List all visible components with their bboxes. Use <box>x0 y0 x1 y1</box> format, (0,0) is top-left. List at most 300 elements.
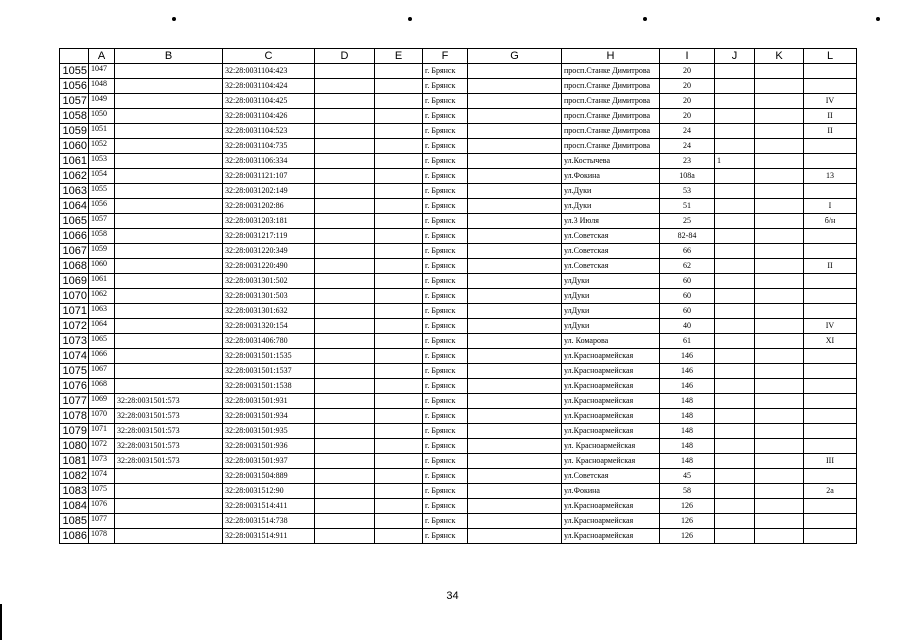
cell-i[interactable]: 58 <box>660 484 715 499</box>
cell-e[interactable] <box>375 529 423 544</box>
cell-f[interactable]: г. Брянск <box>423 259 468 274</box>
row-number[interactable]: 1076 <box>60 379 89 394</box>
cell-l[interactable] <box>804 64 857 79</box>
cell-j[interactable]: 1 <box>715 154 755 169</box>
cell-a[interactable]: 1055 <box>89 184 115 199</box>
cell-l[interactable] <box>804 499 857 514</box>
cell-d[interactable] <box>315 439 375 454</box>
column-header[interactable]: C <box>223 49 315 64</box>
cell-i[interactable]: 82-84 <box>660 229 715 244</box>
row-number[interactable]: 1082 <box>60 469 89 484</box>
cell-c[interactable]: 32:28:0031501:935 <box>223 424 315 439</box>
cell-j[interactable] <box>715 64 755 79</box>
cell-h[interactable]: просп.Станке Димитрова <box>562 109 660 124</box>
cell-b[interactable] <box>115 364 223 379</box>
cell-j[interactable] <box>715 169 755 184</box>
cell-l[interactable] <box>804 229 857 244</box>
cell-a[interactable]: 1068 <box>89 379 115 394</box>
cell-d[interactable] <box>315 184 375 199</box>
cell-j[interactable] <box>715 394 755 409</box>
column-header[interactable]: J <box>715 49 755 64</box>
cell-l[interactable] <box>804 469 857 484</box>
cell-h[interactable]: просп.Станке Димитрова <box>562 94 660 109</box>
cell-c[interactable]: 32:28:0031501:1535 <box>223 349 315 364</box>
row-number[interactable]: 1077 <box>60 394 89 409</box>
cell-k[interactable] <box>755 529 804 544</box>
cell-a[interactable]: 1063 <box>89 304 115 319</box>
cell-f[interactable]: г. Брянск <box>423 484 468 499</box>
cell-e[interactable] <box>375 439 423 454</box>
cell-f[interactable]: г. Брянск <box>423 94 468 109</box>
cell-h[interactable]: ул.Советская <box>562 469 660 484</box>
cell-j[interactable] <box>715 94 755 109</box>
cell-h[interactable]: ул.3 Июля <box>562 214 660 229</box>
cell-i[interactable]: 148 <box>660 424 715 439</box>
cell-j[interactable] <box>715 514 755 529</box>
cell-a[interactable]: 1073 <box>89 454 115 469</box>
cell-k[interactable] <box>755 289 804 304</box>
cell-h[interactable]: улДуки <box>562 319 660 334</box>
cell-h[interactable]: ул.Дуки <box>562 199 660 214</box>
cell-a[interactable]: 1061 <box>89 274 115 289</box>
cell-a[interactable]: 1071 <box>89 424 115 439</box>
cell-j[interactable] <box>715 244 755 259</box>
cell-k[interactable] <box>755 499 804 514</box>
cell-f[interactable]: г. Брянск <box>423 199 468 214</box>
cell-e[interactable] <box>375 154 423 169</box>
cell-e[interactable] <box>375 184 423 199</box>
cell-a[interactable]: 1052 <box>89 139 115 154</box>
cell-k[interactable] <box>755 304 804 319</box>
cell-e[interactable] <box>375 64 423 79</box>
cell-j[interactable] <box>715 364 755 379</box>
column-header[interactable]: D <box>315 49 375 64</box>
cell-h[interactable]: ул. Комарова <box>562 334 660 349</box>
cell-k[interactable] <box>755 334 804 349</box>
cell-i[interactable]: 25 <box>660 214 715 229</box>
cell-g[interactable] <box>468 349 562 364</box>
cell-f[interactable]: г. Брянск <box>423 349 468 364</box>
cell-d[interactable] <box>315 79 375 94</box>
cell-d[interactable] <box>315 139 375 154</box>
cell-f[interactable]: г. Брянск <box>423 529 468 544</box>
cell-l[interactable] <box>804 304 857 319</box>
cell-e[interactable] <box>375 169 423 184</box>
cell-i[interactable]: 148 <box>660 454 715 469</box>
cell-d[interactable] <box>315 289 375 304</box>
cell-j[interactable] <box>715 379 755 394</box>
cell-c[interactable]: 32:28:0031514:738 <box>223 514 315 529</box>
cell-c[interactable]: 32:28:0031406:780 <box>223 334 315 349</box>
cell-g[interactable] <box>468 334 562 349</box>
cell-c[interactable]: 32:28:0031202:86 <box>223 199 315 214</box>
row-number[interactable]: 1059 <box>60 124 89 139</box>
cell-c[interactable]: 32:28:0031301:503 <box>223 289 315 304</box>
cell-l[interactable] <box>804 349 857 364</box>
cell-g[interactable] <box>468 379 562 394</box>
cell-f[interactable]: г. Брянск <box>423 229 468 244</box>
cell-g[interactable] <box>468 124 562 139</box>
cell-d[interactable] <box>315 484 375 499</box>
cell-g[interactable] <box>468 364 562 379</box>
cell-d[interactable] <box>315 319 375 334</box>
row-number[interactable]: 1065 <box>60 214 89 229</box>
cell-c[interactable]: 32:28:0031501:931 <box>223 394 315 409</box>
cell-k[interactable] <box>755 154 804 169</box>
cell-d[interactable] <box>315 499 375 514</box>
cell-f[interactable]: г. Брянск <box>423 124 468 139</box>
row-number[interactable]: 1062 <box>60 169 89 184</box>
cell-e[interactable] <box>375 229 423 244</box>
cell-a[interactable]: 1070 <box>89 409 115 424</box>
cell-f[interactable]: г. Брянск <box>423 184 468 199</box>
cell-f[interactable]: г. Брянск <box>423 304 468 319</box>
cell-d[interactable] <box>315 514 375 529</box>
cell-i[interactable]: 62 <box>660 259 715 274</box>
row-number[interactable]: 1058 <box>60 109 89 124</box>
cell-g[interactable] <box>468 259 562 274</box>
cell-i[interactable]: 23 <box>660 154 715 169</box>
cell-j[interactable] <box>715 409 755 424</box>
cell-h[interactable]: ул.Красноармейская <box>562 379 660 394</box>
cell-f[interactable]: г. Брянск <box>423 469 468 484</box>
cell-i[interactable]: 146 <box>660 379 715 394</box>
column-header[interactable]: B <box>115 49 223 64</box>
cell-h[interactable]: ул.Красноармейская <box>562 424 660 439</box>
cell-h[interactable]: ул. Красноармейская <box>562 454 660 469</box>
cell-d[interactable] <box>315 334 375 349</box>
cell-e[interactable] <box>375 244 423 259</box>
cell-f[interactable]: г. Брянск <box>423 424 468 439</box>
cell-d[interactable] <box>315 214 375 229</box>
cell-f[interactable]: г. Брянск <box>423 169 468 184</box>
cell-c[interactable]: 32:28:0031121:107 <box>223 169 315 184</box>
cell-k[interactable] <box>755 139 804 154</box>
cell-d[interactable] <box>315 199 375 214</box>
cell-k[interactable] <box>755 319 804 334</box>
cell-e[interactable] <box>375 349 423 364</box>
cell-i[interactable]: 40 <box>660 319 715 334</box>
cell-i[interactable]: 20 <box>660 79 715 94</box>
row-number[interactable]: 1086 <box>60 529 89 544</box>
cell-e[interactable] <box>375 274 423 289</box>
cell-g[interactable] <box>468 484 562 499</box>
cell-i[interactable]: 20 <box>660 94 715 109</box>
cell-e[interactable] <box>375 469 423 484</box>
cell-l[interactable] <box>804 364 857 379</box>
row-number[interactable]: 1057 <box>60 94 89 109</box>
cell-g[interactable] <box>468 469 562 484</box>
cell-a[interactable]: 1053 <box>89 154 115 169</box>
cell-i[interactable]: 53 <box>660 184 715 199</box>
cell-l[interactable] <box>804 409 857 424</box>
cell-b[interactable] <box>115 109 223 124</box>
cell-d[interactable] <box>315 394 375 409</box>
cell-e[interactable] <box>375 124 423 139</box>
cell-f[interactable]: г. Брянск <box>423 109 468 124</box>
cell-c[interactable]: 32:28:0031501:937 <box>223 454 315 469</box>
cell-h[interactable]: ул.Фокина <box>562 484 660 499</box>
cell-i[interactable]: 148 <box>660 409 715 424</box>
cell-j[interactable] <box>715 184 755 199</box>
cell-l[interactable] <box>804 379 857 394</box>
cell-g[interactable] <box>468 304 562 319</box>
cell-j[interactable] <box>715 139 755 154</box>
cell-e[interactable] <box>375 409 423 424</box>
cell-k[interactable] <box>755 424 804 439</box>
cell-g[interactable] <box>468 514 562 529</box>
cell-k[interactable] <box>755 364 804 379</box>
cell-k[interactable] <box>755 439 804 454</box>
column-header[interactable]: H <box>562 49 660 64</box>
cell-h[interactable]: ул.Советская <box>562 229 660 244</box>
cell-j[interactable] <box>715 454 755 469</box>
cell-l[interactable] <box>804 244 857 259</box>
cell-e[interactable] <box>375 289 423 304</box>
cell-k[interactable] <box>755 109 804 124</box>
row-number[interactable]: 1073 <box>60 334 89 349</box>
row-number[interactable]: 1061 <box>60 154 89 169</box>
cell-e[interactable] <box>375 424 423 439</box>
cell-j[interactable] <box>715 289 755 304</box>
cell-e[interactable] <box>375 334 423 349</box>
cell-a[interactable]: 1064 <box>89 319 115 334</box>
cell-j[interactable] <box>715 334 755 349</box>
cell-a[interactable]: 1057 <box>89 214 115 229</box>
cell-g[interactable] <box>468 154 562 169</box>
cell-b[interactable] <box>115 94 223 109</box>
cell-l[interactable] <box>804 289 857 304</box>
cell-j[interactable] <box>715 304 755 319</box>
cell-j[interactable] <box>715 124 755 139</box>
cell-f[interactable]: г. Брянск <box>423 394 468 409</box>
row-number[interactable]: 1067 <box>60 244 89 259</box>
column-header[interactable]: G <box>468 49 562 64</box>
cell-a[interactable]: 1062 <box>89 289 115 304</box>
cell-b[interactable] <box>115 319 223 334</box>
cell-b[interactable]: 32:28:0031501:573 <box>115 409 223 424</box>
cell-f[interactable]: г. Брянск <box>423 439 468 454</box>
cell-e[interactable] <box>375 304 423 319</box>
cell-e[interactable] <box>375 454 423 469</box>
cell-d[interactable] <box>315 349 375 364</box>
cell-e[interactable] <box>375 499 423 514</box>
cell-j[interactable] <box>715 529 755 544</box>
cell-l[interactable]: II <box>804 259 857 274</box>
cell-h[interactable]: ул.Советская <box>562 259 660 274</box>
cell-g[interactable] <box>468 214 562 229</box>
cell-h[interactable]: ул.Дуки <box>562 184 660 199</box>
cell-c[interactable]: 32:28:0031202:149 <box>223 184 315 199</box>
cell-e[interactable] <box>375 259 423 274</box>
column-header[interactable]: K <box>755 49 804 64</box>
cell-f[interactable]: г. Брянск <box>423 499 468 514</box>
cell-g[interactable] <box>468 199 562 214</box>
cell-k[interactable] <box>755 514 804 529</box>
cell-d[interactable] <box>315 304 375 319</box>
cell-g[interactable] <box>468 394 562 409</box>
cell-e[interactable] <box>375 319 423 334</box>
column-header[interactable]: E <box>375 49 423 64</box>
cell-g[interactable] <box>468 94 562 109</box>
row-number[interactable]: 1072 <box>60 319 89 334</box>
cell-f[interactable]: г. Брянск <box>423 244 468 259</box>
cell-c[interactable]: 32:28:0031217:119 <box>223 229 315 244</box>
cell-d[interactable] <box>315 274 375 289</box>
row-number[interactable]: 1075 <box>60 364 89 379</box>
cell-e[interactable] <box>375 109 423 124</box>
cell-d[interactable] <box>315 94 375 109</box>
cell-l[interactable]: XI <box>804 334 857 349</box>
cell-g[interactable] <box>468 169 562 184</box>
cell-c[interactable]: 32:28:0031220:349 <box>223 244 315 259</box>
row-number[interactable]: 1056 <box>60 79 89 94</box>
cell-h[interactable]: просп.Станке Димитрова <box>562 124 660 139</box>
cell-b[interactable]: 32:28:0031501:573 <box>115 424 223 439</box>
cell-k[interactable] <box>755 214 804 229</box>
cell-g[interactable] <box>468 439 562 454</box>
cell-i[interactable]: 24 <box>660 124 715 139</box>
cell-i[interactable]: 146 <box>660 349 715 364</box>
cell-d[interactable] <box>315 409 375 424</box>
row-number[interactable]: 1071 <box>60 304 89 319</box>
cell-l[interactable] <box>804 184 857 199</box>
cell-k[interactable] <box>755 169 804 184</box>
cell-a[interactable]: 1050 <box>89 109 115 124</box>
cell-a[interactable]: 1058 <box>89 229 115 244</box>
cell-k[interactable] <box>755 274 804 289</box>
corner-cell[interactable] <box>60 49 89 64</box>
cell-c[interactable]: 32:28:0031501:1537 <box>223 364 315 379</box>
row-number[interactable]: 1083 <box>60 484 89 499</box>
cell-k[interactable] <box>755 454 804 469</box>
cell-i[interactable]: 24 <box>660 139 715 154</box>
cell-l[interactable]: 2а <box>804 484 857 499</box>
cell-l[interactable]: IV <box>804 94 857 109</box>
row-number[interactable]: 1081 <box>60 454 89 469</box>
cell-l[interactable]: II <box>804 109 857 124</box>
cell-i[interactable]: 51 <box>660 199 715 214</box>
column-header[interactable]: F <box>423 49 468 64</box>
cell-a[interactable]: 1074 <box>89 469 115 484</box>
cell-b[interactable] <box>115 379 223 394</box>
cell-h[interactable]: ул. Красноармейская <box>562 439 660 454</box>
cell-h[interactable]: улДуки <box>562 304 660 319</box>
cell-c[interactable]: 32:28:0031301:632 <box>223 304 315 319</box>
cell-e[interactable] <box>375 484 423 499</box>
row-number[interactable]: 1063 <box>60 184 89 199</box>
cell-i[interactable]: 146 <box>660 364 715 379</box>
cell-a[interactable]: 1067 <box>89 364 115 379</box>
row-number[interactable]: 1078 <box>60 409 89 424</box>
cell-a[interactable]: 1049 <box>89 94 115 109</box>
cell-e[interactable] <box>375 94 423 109</box>
cell-g[interactable] <box>468 409 562 424</box>
cell-f[interactable]: г. Брянск <box>423 454 468 469</box>
cell-e[interactable] <box>375 514 423 529</box>
cell-j[interactable] <box>715 214 755 229</box>
cell-g[interactable] <box>468 424 562 439</box>
row-number[interactable]: 1079 <box>60 424 89 439</box>
cell-f[interactable]: г. Брянск <box>423 409 468 424</box>
cell-c[interactable]: 32:28:0031104:424 <box>223 79 315 94</box>
cell-b[interactable] <box>115 514 223 529</box>
cell-h[interactable]: просп.Станке Димитрова <box>562 79 660 94</box>
cell-g[interactable] <box>468 454 562 469</box>
cell-j[interactable] <box>715 259 755 274</box>
cell-i[interactable]: 45 <box>660 469 715 484</box>
cell-b[interactable] <box>115 274 223 289</box>
row-number[interactable]: 1069 <box>60 274 89 289</box>
cell-l[interactable]: I <box>804 199 857 214</box>
row-number[interactable]: 1055 <box>60 64 89 79</box>
cell-b[interactable] <box>115 484 223 499</box>
cell-k[interactable] <box>755 64 804 79</box>
row-number[interactable]: 1080 <box>60 439 89 454</box>
cell-l[interactable]: III <box>804 454 857 469</box>
cell-c[interactable]: 32:28:0031104:735 <box>223 139 315 154</box>
cell-e[interactable] <box>375 379 423 394</box>
cell-l[interactable] <box>804 394 857 409</box>
cell-k[interactable] <box>755 199 804 214</box>
cell-g[interactable] <box>468 184 562 199</box>
cell-j[interactable] <box>715 109 755 124</box>
cell-g[interactable] <box>468 229 562 244</box>
cell-a[interactable]: 1051 <box>89 124 115 139</box>
cell-l[interactable]: IV <box>804 319 857 334</box>
cell-k[interactable] <box>755 94 804 109</box>
cell-a[interactable]: 1075 <box>89 484 115 499</box>
cell-b[interactable] <box>115 244 223 259</box>
column-header[interactable]: I <box>660 49 715 64</box>
cell-a[interactable]: 1060 <box>89 259 115 274</box>
cell-a[interactable]: 1076 <box>89 499 115 514</box>
cell-b[interactable] <box>115 229 223 244</box>
cell-h[interactable]: ул.Костычева <box>562 154 660 169</box>
cell-i[interactable]: 108а <box>660 169 715 184</box>
cell-l[interactable]: 13 <box>804 169 857 184</box>
cell-k[interactable] <box>755 349 804 364</box>
cell-l[interactable] <box>804 154 857 169</box>
cell-c[interactable]: 32:28:0031203:181 <box>223 214 315 229</box>
cell-f[interactable]: г. Брянск <box>423 334 468 349</box>
cell-l[interactable] <box>804 79 857 94</box>
cell-a[interactable]: 1059 <box>89 244 115 259</box>
cell-j[interactable] <box>715 229 755 244</box>
cell-j[interactable] <box>715 199 755 214</box>
cell-h[interactable]: улДуки <box>562 289 660 304</box>
cell-h[interactable]: улДуки <box>562 274 660 289</box>
cell-d[interactable] <box>315 454 375 469</box>
cell-b[interactable] <box>115 199 223 214</box>
cell-j[interactable] <box>715 499 755 514</box>
cell-a[interactable]: 1047 <box>89 64 115 79</box>
cell-i[interactable]: 148 <box>660 439 715 454</box>
cell-c[interactable]: 32:28:0031504:889 <box>223 469 315 484</box>
cell-f[interactable]: г. Брянск <box>423 379 468 394</box>
cell-k[interactable] <box>755 79 804 94</box>
cell-d[interactable] <box>315 154 375 169</box>
cell-k[interactable] <box>755 259 804 274</box>
cell-j[interactable] <box>715 274 755 289</box>
cell-d[interactable] <box>315 529 375 544</box>
cell-a[interactable]: 1048 <box>89 79 115 94</box>
cell-f[interactable]: г. Брянск <box>423 79 468 94</box>
cell-k[interactable] <box>755 394 804 409</box>
cell-c[interactable]: 32:28:0031514:911 <box>223 529 315 544</box>
cell-e[interactable] <box>375 139 423 154</box>
row-number[interactable]: 1084 <box>60 499 89 514</box>
